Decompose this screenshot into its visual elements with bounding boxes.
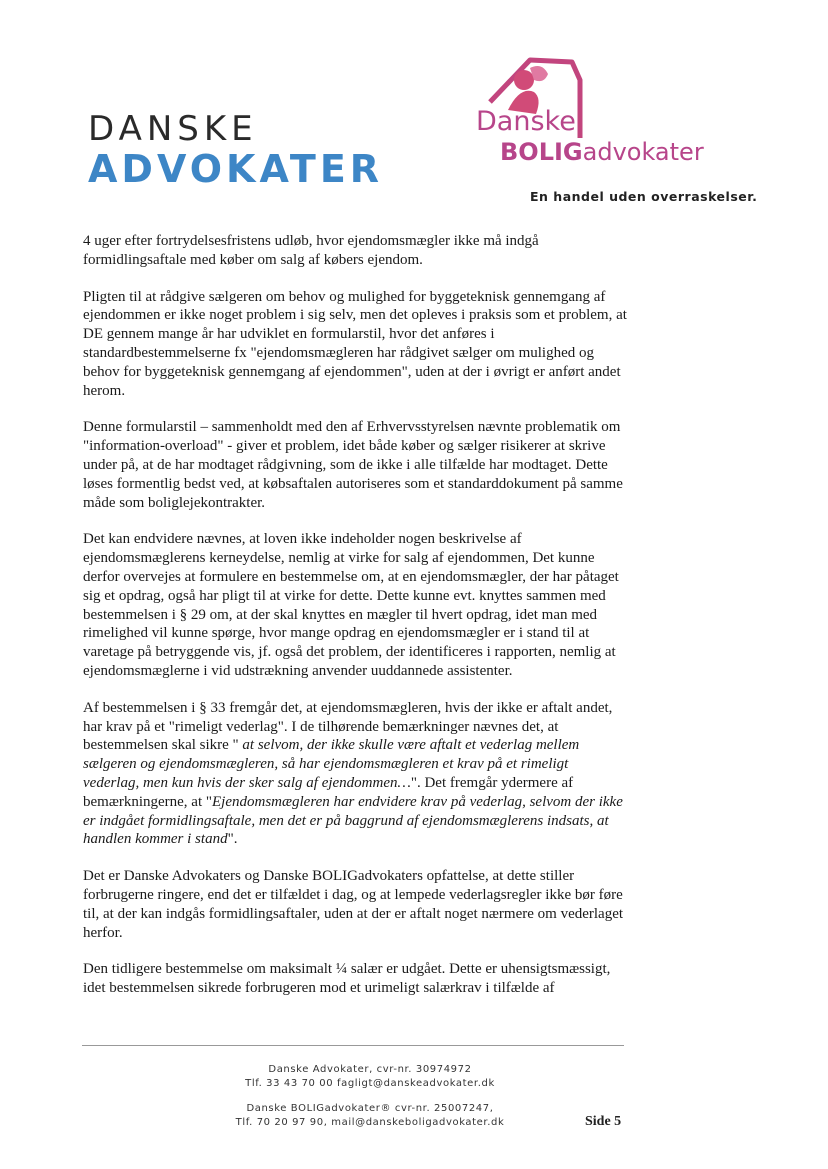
body-paragraph-6 [83,867,628,942]
body-paragraph-4 [83,530,628,680]
paragraph-text: Denne formularstil – sammenholdt med den af Erhvervsstyrelsen nævnte problematik om "information-overload" - giver et problem, idet både køber og sælger risikerer at skrive under på, at de har modtaget rådgivning, som de ikke i alle tilfælde har modtaget. Dette løses formentlig bedst ved, at købsaftalen autoriseres som et standarddokument på samme måde som boliglejekontrakter. [83,419,623,511]
logo-boligadvokater [500,138,704,166]
footer-divider [82,1045,624,1046]
page-number: Side 5 [585,1114,622,1129]
footer-line-1: Danske Advokater, cvr-nr. 30974972 [268,1064,472,1075]
body-paragraph-7 [83,960,628,998]
logo-danske-text: DANSKE [88,109,258,149]
body-paragraph-5 [83,699,628,849]
body-paragraph-3 [83,418,628,512]
footer-danske-boligadvokater [200,1102,540,1130]
quoted-text: Ejendomsmægleren har endvidere krav på vederlag, selvom der ikke er indgået formidlingsaftale, men det er på baggrund af ejendomsmæglerens indsats, at handlen kommer i stand [83,793,623,848]
quoted-text: at selvom, der ikke skulle være aftalt et vederlag mellem sælgeren og ejendomsmægleren, så har ejendomsmægleren et krav på et rimeligt vederlag, men kun hvis der sker salg af ejendommen… [83,737,580,791]
paragraph-text: Af bestemmelsen i § 33 fremgår det, at ejendomsmægleren, hvis der ikke er aftalt andet, har krav på et "rimeligt vederlag". I de tilhørende bemærkninger nævnes det, at bestemmelsen skal sikre " [83,699,613,754]
body-paragraph-1 [83,232,628,270]
tagline: En handel uden overraskelser. [530,189,758,204]
footer-line-3: Danske BOLIGadvokater® cvr-nr. 25007247, [246,1103,494,1114]
paragraph-text: Det kan endvidere nævnes, at loven ikke indeholder nogen beskrivelse af ejendomsmæglerens kerneydelse, nemlig at virke for salg af ejendommen, Det kunne derfor overvejes at formulere en bestemmelse om, at en ejendomsmægler, der har påtaget sig et opdrag, også har pligt til at virke for dette. Dette kunne evt. knyttes sammen med bestemmelsen i § 29 om, at der skal knyttes en mægler til hvert opdrag, idet man med rimelighed vil kunne spørge, hvor mange opdrag en ejendomsmægler er i stand til at varetage på betryggende vis, jf. også det problem, der identificeres i rapporten, nemlig at ejendomsmæglerne i vid udstrækning anvender uuddannede assistenter. [83,531,619,679]
footer-line-4: Tlf. 70 20 97 90, mail@danskeboligadvokater.dk [235,1117,505,1128]
footer-line-2: Tlf. 33 43 70 00 fagligt@danskeadvokater.dk [245,1078,495,1089]
paragraph-text: 4 uger efter fortrydelsesfristens udløb, hvor ejendomsmægler ikke må indgå formidlingsaftale med køber om salg af købers ejendom. [83,233,539,268]
logo-advokater-text: ADVOKATER [88,147,384,191]
logo-bolig-bold: BOLIG [500,138,583,166]
danske-advokater-logo [88,110,383,190]
logo-advokater-rest: advokater [582,138,704,166]
letter-body [83,232,628,1016]
body-paragraph-2 [83,288,628,401]
paragraph-text: Det er Danske Advokaters og Danske BOLIGadvokaters opfattelse, at dette stiller forbrugerne ringere, end det er tilfældet i dag, og at lempede vederlagsregler ikke bør føre til, at der kan indgås formidlingsaftaler, uden at der er aftalt noget nærmere om vederlaget herfor. [83,868,624,941]
paragraph-text: ". Det fremgår ydermere af bemærkningerne, at " [83,774,574,810]
logo-danske-magenta: Danske [476,106,576,137]
paragraph-text: Den tidligere bestemmelse om maksimalt ¼ salær er udgået. Dette er uhensigtsmæssigt, idet bestemmelsen sikrede forbrugeren mod et urimeligt salærkrav i tilfælde af [83,961,611,997]
footer-danske-advokater [200,1063,540,1091]
paragraph-text: Pligten til at rådgive sælgeren om behov og mulighed for byggeteknisk gennemgang af ejendommen er ikke noget problem i sig selv, men det opleves i praksis som et problem, at DE gennem mange år har udviklet en formularstil, hvor det anføres i standardbestemmelserne fx "ejendomsmægleren har rådgivet sælger om mulighed og behov for byggeteknisk gennemgang af ejendommen", uden at der i øvrigt er anført andet herom. [83,288,627,399]
danske-boligadvokater-logo [468,40,748,180]
paragraph-text: ". [227,831,238,848]
